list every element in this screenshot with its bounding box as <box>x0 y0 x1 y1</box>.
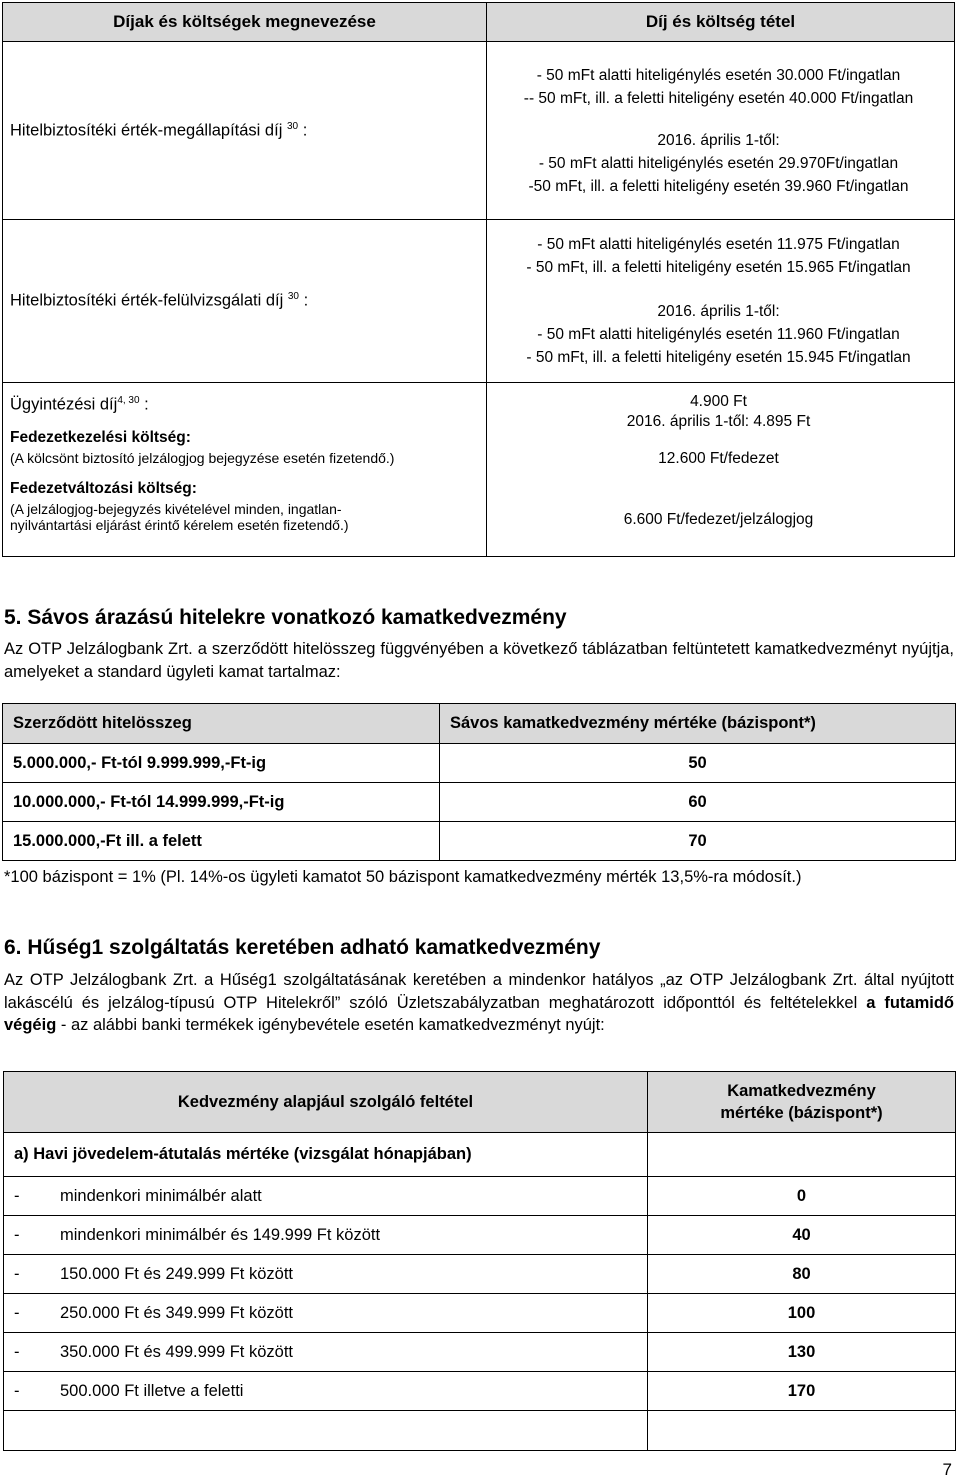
fees-table <box>2 2 955 557</box>
fee-line: - 50 mFt alatti hiteligénylés esetén 30.000 Ft/ingatlan <box>536 66 901 84</box>
loyalty-discount-table <box>3 1071 956 1451</box>
fees-row-valuation: Hitelbiztosítéki érték-megállapítási díj $^{30}$ : - 50 mFt alatti hiteligénylés esetén 30.000 Ft/ingatlan -- 50 mFt, ill. a feletti hiteligény esetén 40.000 Ft/ingatlan 2016. április 1-től: - 50 mFt alatti hiteligénylés esetén 29.970Ft/ingatlan -50 mFt, ill. a feletti hiteligény esetén 39.960 Ft/ingatlan <box>3 42 955 220</box>
section-5-title: 5. Sávos árazású hitelekre vonatkozó kamatkedvezmény <box>4 606 567 629</box>
fee-value: 2016. április 1-től: 4.895 Ft <box>626 413 811 430</box>
empty-row <box>4 1411 956 1451</box>
fee-line: 2016. április 1-től: <box>657 131 780 149</box>
fee-line: 2016. április 1-től: <box>657 303 780 320</box>
table-row: - 500.000 Ft illetve a feletti 170 <box>4 1372 956 1411</box>
fees-row-label: Fedezetváltozási költség: <box>10 479 197 497</box>
loyalty-group-row <box>4 1133 956 1177</box>
footnote-ref: 4, 30 <box>117 395 140 406</box>
section-6-title: 6. Hűség1 szolgáltatás keretében adható kamatkedvezmény <box>4 936 601 959</box>
fees-row-other: Ügyintézési díj$^{4, 30}$ : Fedezetkezelési költség: (A kölcsönt biztosító jelzálogjog bejegyzése esetén fizetendő.) Fedezetváltozási költség: (A jelzálogjog-bejegyzés kivételével minden, ingatlan- nyilvántartási eljárást érintő kérelem esetén fizetendő.) 4.900 Ft 2016. április 1-től: 4.895 Ft 12.600 Ft/fedezet 6.600 Ft/fedezet/jelzálogjog <box>3 383 955 557</box>
loyalty-group-label: a) Havi jövedelem-átutalás mértéke (vizsgálat hónapjában) <box>4 1133 648 1177</box>
fees-row-label: Hitelbiztosítéki érték-megállapítási díj <box>10 121 283 140</box>
fee-line: - 50 mFt alatti hiteligénylés esetén 11.975 Ft/ingatlan <box>537 236 900 253</box>
tier-discount-table <box>2 703 956 861</box>
table-row: - 350.000 Ft és 499.999 Ft között 130 <box>4 1333 956 1372</box>
table-row: 10.000.000,- Ft-tól 14.999.999,-Ft-ig 60 <box>3 783 956 822</box>
fees-row-note: nyilvántartási eljárást érintő kérelem esetén fizetendő.) <box>10 516 349 533</box>
fees-row-label: Fedezetkezelési költség: <box>10 428 191 446</box>
table-row: - 250.000 Ft és 349.999 Ft között 100 <box>4 1294 956 1333</box>
footnote-ref: 30 <box>287 291 299 303</box>
table-row: - mindenkori minimálbér és 149.999 Ft között 40 <box>4 1216 956 1255</box>
fee-value: 12.600 Ft/fedezet <box>658 450 779 467</box>
section-5-paragraph: Az OTP Jelzálogbank Zrt. a szerződött hitelösszeg függvényében a következő táblázatban feltüntetett kamatkedvezményt nyújtja, amelyeket a standard ügyleti kamat tartalmaz: <box>4 640 954 681</box>
fees-row-label: Ügyintézési díj <box>10 395 118 414</box>
tier-table-header <box>3 704 956 744</box>
fee-line: - 50 mFt, ill. a feletti hiteligény esetén 15.945 Ft/ingatlan <box>526 349 911 366</box>
page-number: 7 <box>942 1460 952 1479</box>
fees-row-note: (A jelzálogjog-bejegyzés kivételével minden, ingatlan- <box>10 500 342 517</box>
fee-line: - 50 mFt alatti hiteligénylés esetén 11.960 Ft/ingatlan <box>537 326 900 343</box>
fees-row-note: (A kölcsönt biztosító jelzálogjog bejegyzése esetén fizetendő.) <box>10 449 395 466</box>
fee-line: -- 50 mFt, ill. a feletti hiteligény esetén 40.000 Ft/ingatlan <box>523 89 914 107</box>
table-row: 15.000.000,-Ft ill. a felett 70 <box>3 822 956 861</box>
section-6-emphasis: a futamidő végéig <box>4 993 955 1034</box>
fees-header-name: Díjak és költségek megnevezése <box>3 3 487 42</box>
tier-header-amount: Szerződött hitelösszeg <box>3 704 440 744</box>
fee-line: - 50 mFt alatti hiteligénylés esetén 29.970Ft/ingatlan <box>538 154 899 172</box>
fee-value: 4.900 Ft <box>690 393 747 410</box>
section-6-paragraph: Az OTP Jelzálogbank Zrt. a Hűség1 szolgáltatásának keretében a mindenkor hatályos „az OTP Jelzálogbank Zrt. által nyújtott lakáscélú és jelzálog-típusú OTP Hitelekről” szóló Üzletszabályzatban meghatározott időponttól és feltételekkel a futamidő végéig - az alábbi banki termékek igénybevétele esetén kamatkedvezményt nyújt: <box>4 971 955 1034</box>
fee-line: - 50 mFt, ill. a feletti hiteligény esetén 15.965 Ft/ingatlan <box>526 259 911 276</box>
fee-line: -50 mFt, ill. a feletti hiteligény esetén 39.960 Ft/ingatlan <box>528 177 909 195</box>
fees-row-review: Hitelbiztosítéki érték-felülvizsgálati díj $^{30}$ : - 50 mFt alatti hiteligénylés esetén 11.975 Ft/ingatlan - 50 mFt, ill. a feletti hiteligény esetén 15.965 Ft/ingatlan 2016. április 1-től: - 50 mFt alatti hiteligénylés esetén 11.960 Ft/ingatlan - 50 mFt, ill. a feletti hiteligény esetén 15.945 Ft/ingatlan <box>3 220 955 383</box>
loyalty-header-condition: Kedvezmény alapjául szolgáló feltétel <box>4 1072 648 1133</box>
loyalty-header-discount: Kamatkedvezmény mértéke (bázispont*) <box>648 1072 956 1133</box>
tier-header-discount: Sávos kamatkedvezmény mértéke (bázispont*) <box>440 704 956 744</box>
fees-row-label: Hitelbiztosítéki érték-felülvizsgálati díj <box>10 291 284 310</box>
table-row: 5.000.000,- Ft-tól 9.999.999,-Ft-ig 50 <box>3 744 956 783</box>
table-row: - 150.000 Ft és 249.999 Ft között 80 <box>4 1255 956 1294</box>
fees-header-value: Díj és költség tétel <box>487 3 955 42</box>
fees-table-header <box>3 3 955 42</box>
fee-value: 6.600 Ft/fedezet/jelzálogjog <box>623 511 814 528</box>
basis-point-footnote: *100 bázispont = 1% (Pl. 14%-os ügyleti kamatot 50 bázispont kamatkedvezmény mérték 13,5%-ra módosít.) <box>4 868 802 886</box>
table-row: - mindenkori minimálbér alatt 0 <box>4 1177 956 1216</box>
loyalty-table-header <box>4 1072 956 1133</box>
footnote-ref: 30 <box>286 120 299 132</box>
